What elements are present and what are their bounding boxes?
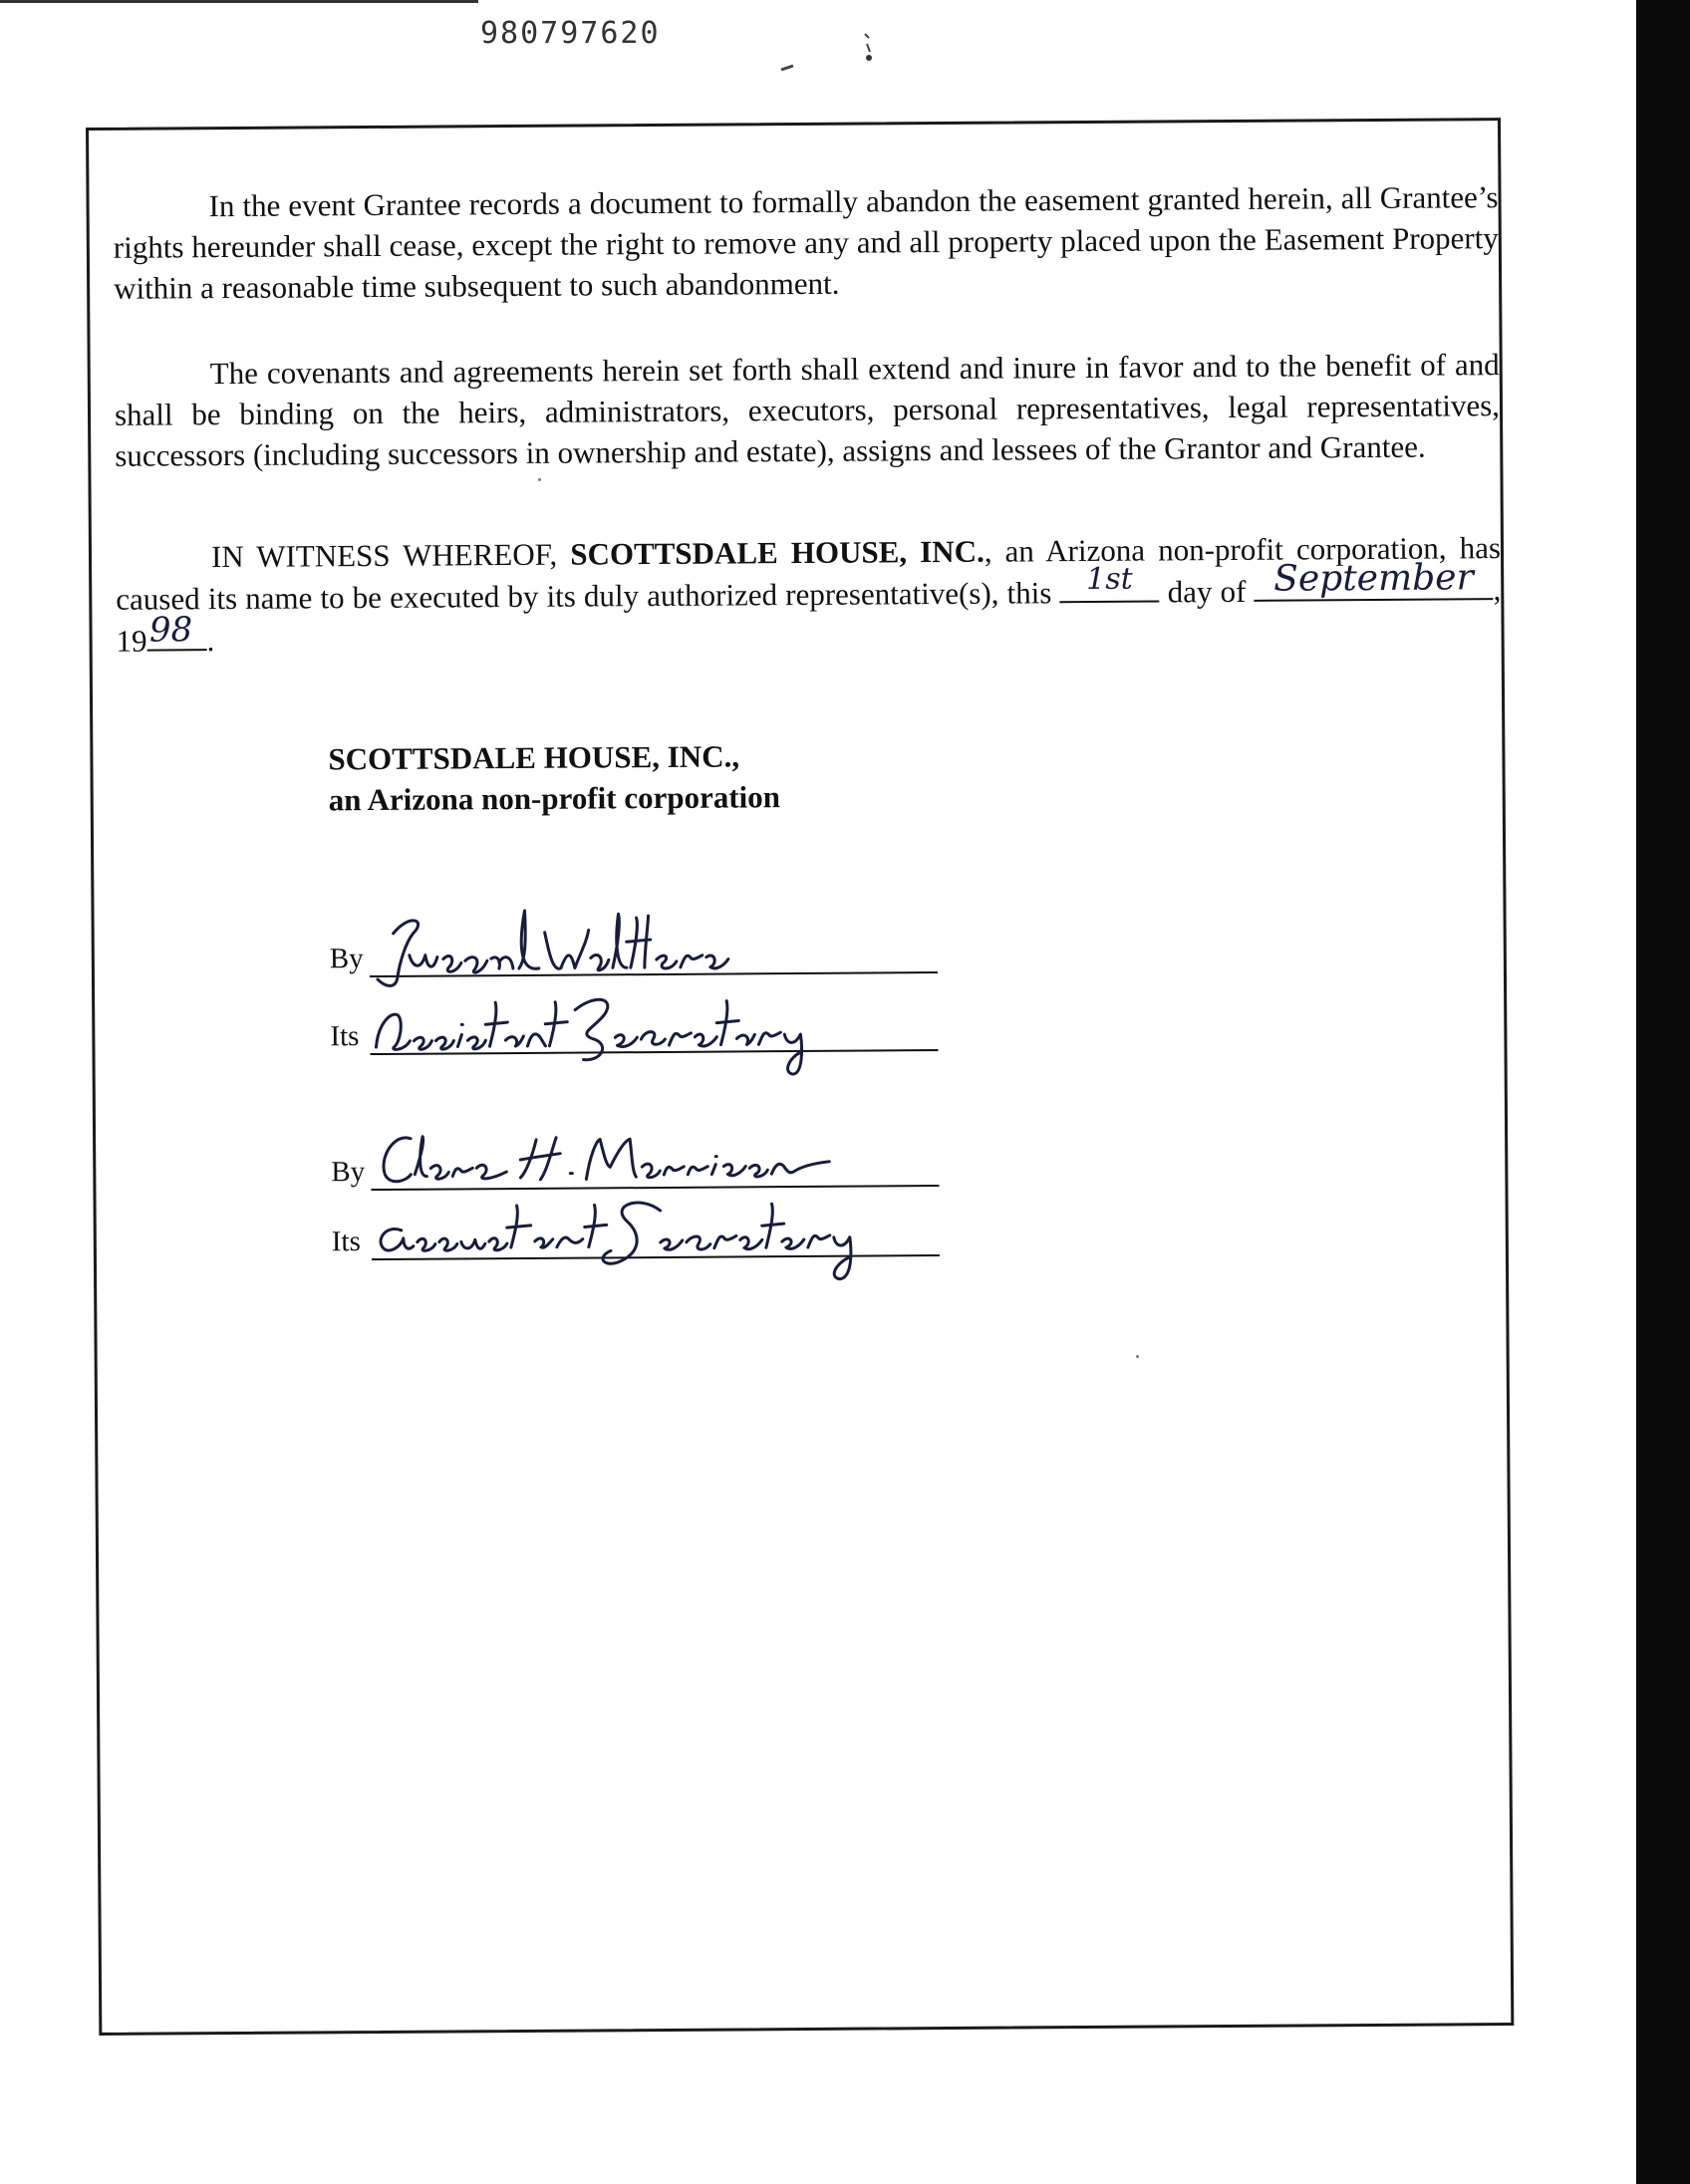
- corporation-description: an Arizona non-profit corporation: [328, 779, 781, 818]
- handwritten-month: September: [1273, 557, 1474, 600]
- corporation-name: SCOTTSDALE HOUSE, INC.,: [328, 738, 740, 777]
- its-label: Its: [330, 1020, 360, 1053]
- its-label: Its: [331, 1226, 361, 1258]
- scan-speck: [1136, 1355, 1139, 1358]
- signature-line-by-2: [331, 1125, 939, 1191]
- by-label: By: [331, 1156, 366, 1189]
- signature-line-its-1: [330, 989, 938, 1055]
- signature-rule: [370, 912, 938, 977]
- witness-paragraph: [116, 527, 1502, 662]
- handwritten-year: 98: [148, 610, 193, 651]
- title-rule: [372, 1195, 940, 1260]
- month-blank: [1254, 557, 1493, 602]
- witness-end: .: [206, 623, 215, 659]
- corporation-block: [328, 735, 780, 820]
- title-assistant-secretary-2: [371, 1183, 940, 1282]
- scan-specks: [777, 30, 897, 80]
- day-word: day: [1167, 574, 1213, 610]
- abandonment-paragraph: [113, 176, 1499, 309]
- witness-middle: , an Arizona non-profit corporation, has caused its name to be executed by its duly authorized representative(s), this: [116, 530, 1502, 617]
- signature-rule: [371, 1125, 939, 1191]
- covenants-text: The covenants and agreements herein set forth shall extend and inure in favor and to the benefit of and shall be binding on the heirs, administrators, executors, personal representatives, legal representatives, successors (including successors in ownership and estate), assigns and lessees of the Grantor and Grantee.: [114, 347, 1501, 473]
- by-label: By: [329, 943, 364, 975]
- year-blank: [146, 610, 206, 651]
- of-word: of: [1220, 573, 1247, 610]
- witness-company: SCOTTSDALE HOUSE, INC.: [570, 533, 985, 572]
- covenants-paragraph: [115, 344, 1501, 476]
- scan-top-rule: [0, 0, 478, 3]
- witness-lead: IN WITNESS WHEREOF,: [210, 536, 558, 575]
- title-assistant-secretary-1: [370, 977, 939, 1077]
- document-frame: [86, 118, 1514, 2036]
- document-number: 980797620: [480, 16, 661, 51]
- day-blank: [1059, 561, 1159, 603]
- signature-line-its-2: [332, 1195, 940, 1260]
- year-prefix: , 19: [116, 572, 1502, 659]
- abandonment-text: In the event Grantee records a document to formally abandon the easement granted herein, all Grantee’s rights hereunder shall cease, except the right to remove any and all property placed upon the Easement Property within a reasonable time subsequent to such abandonment.: [113, 179, 1499, 306]
- scan-speck: [538, 478, 541, 481]
- handwritten-day: 1st: [1086, 561, 1133, 598]
- signature-line-by-1: [330, 912, 938, 977]
- title-rule: [370, 989, 938, 1055]
- scan-edge: [1636, 0, 1690, 2184]
